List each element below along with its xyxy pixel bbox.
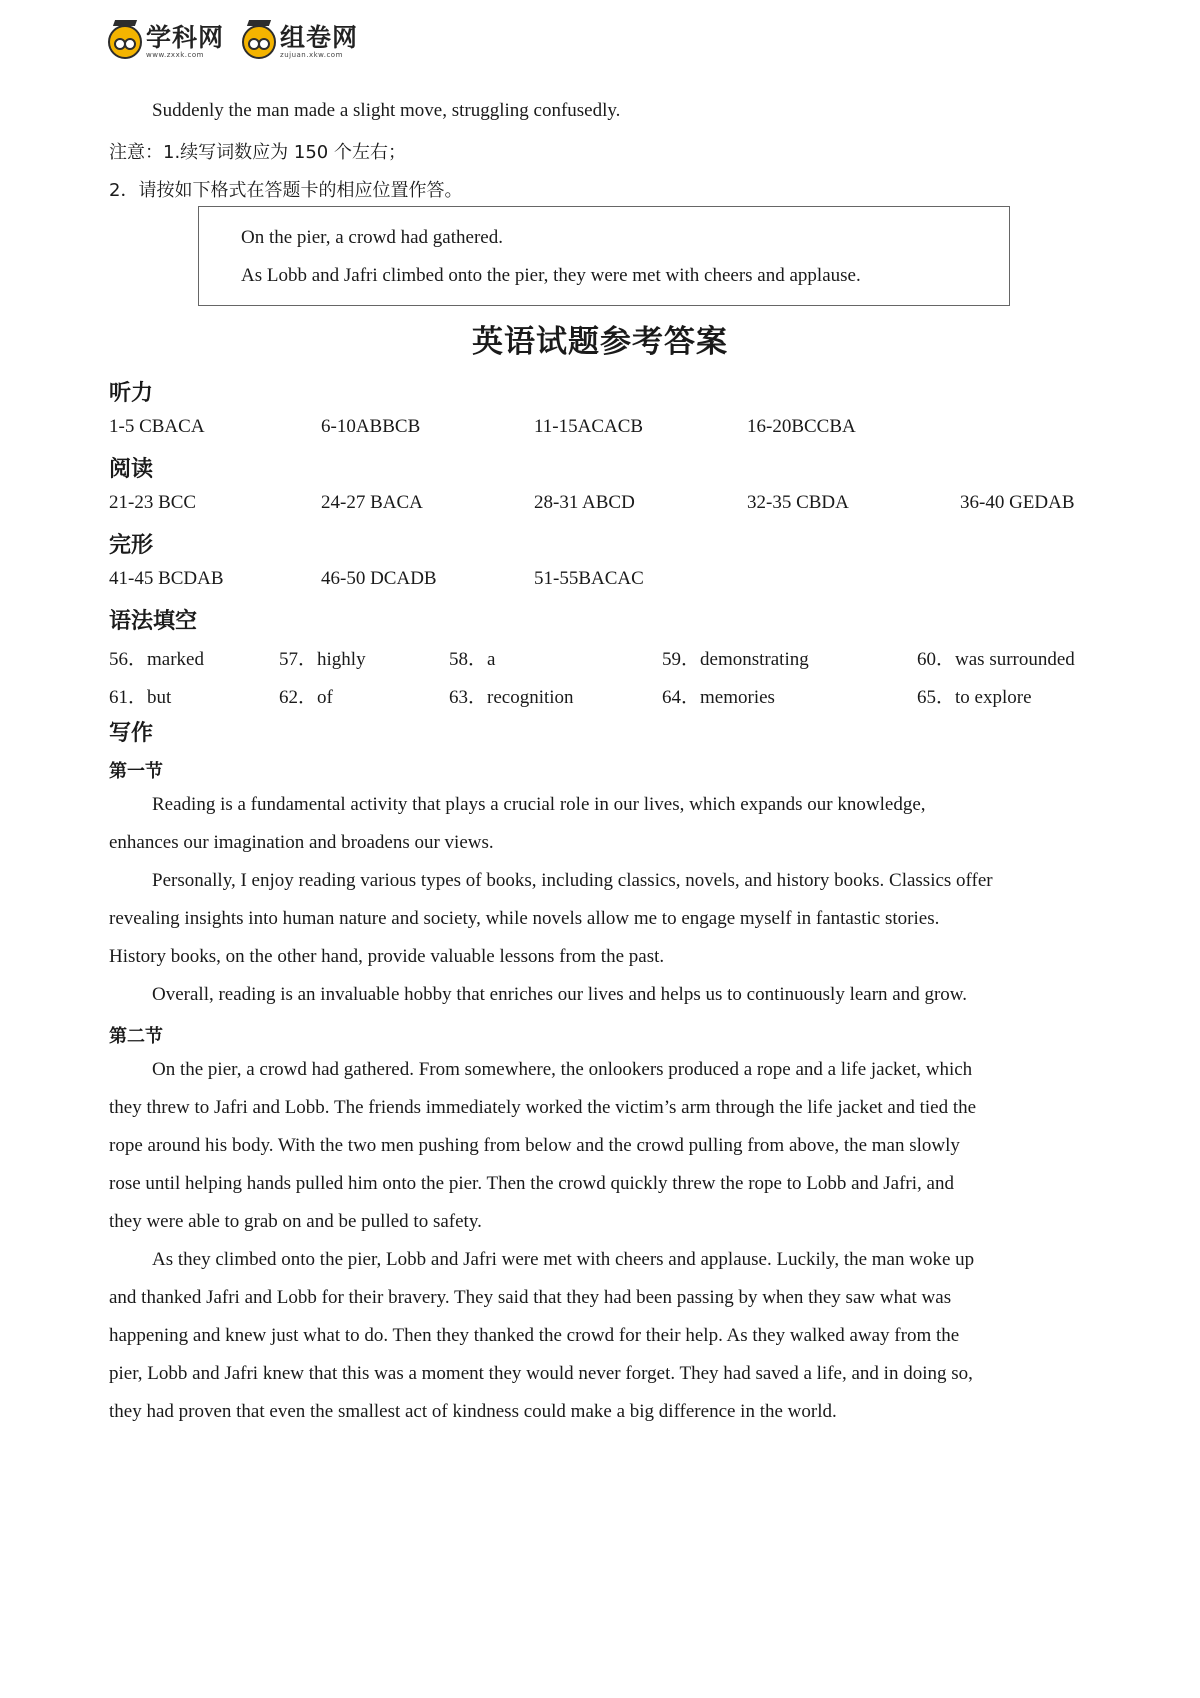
grammar-answer: 59．demonstrating xyxy=(662,649,809,670)
text-line: As they climbed onto the pier, Lobb and Jafri were met with cheers and applause. Luckily, the man woke up xyxy=(152,1249,975,1270)
section-listening-heading: 听力 xyxy=(109,381,154,406)
note-word-count: 注意：1.续写词数应为 150 个左右； xyxy=(109,142,406,163)
text-line: rope around his body. With the two men pushing from below and the crowd pulling from above, the man slowly xyxy=(109,1135,960,1156)
box-line-1: On the pier, a crowd had gathered. xyxy=(241,227,503,248)
listening-answer: 1-5 CBACA xyxy=(109,416,205,437)
section-writing-heading: 写作 xyxy=(109,721,154,746)
text-line: they were able to grab on and be pulled to safety. xyxy=(109,1211,482,1232)
intro-sentence: Suddenly the man made a slight move, struggling confusedly. xyxy=(152,100,621,121)
text-line: Overall, reading is an invaluable hobby that enriches our lives and helps us to continuously learn and grow. xyxy=(152,984,968,1005)
cloze-answer: 51-55BACAC xyxy=(534,568,644,589)
section-cloze-heading: 完形 xyxy=(109,533,154,558)
writing-part2-heading: 第二节 xyxy=(109,1026,163,1047)
grammar-answer: 56．marked xyxy=(109,649,204,670)
grammar-answer: 64．memories xyxy=(662,687,775,708)
grammar-answer: 63．recognition xyxy=(449,687,574,708)
grammar-answer: 62．of xyxy=(279,687,333,708)
text-line: History books, on the other hand, provide valuable lessons from the past. xyxy=(109,946,665,967)
box-line-2: As Lobb and Jafri climbed onto the pier, they were met with cheers and applause. xyxy=(241,265,861,286)
writing-part1-text xyxy=(109,786,1099,1014)
reading-answer: 24-27 BACA xyxy=(321,492,423,513)
grammar-answer: 65．to explore xyxy=(917,687,1032,708)
header-logos xyxy=(108,20,358,64)
listening-answer: 11-15ACACB xyxy=(534,416,644,437)
cloze-answer: 41-45 BCDAB xyxy=(109,568,224,589)
grammar-answer: 57．highly xyxy=(279,649,366,670)
text-line: they threw to Jafri and Lobb. The friends immediately worked the victim’s arm through the life jacket and tied the xyxy=(109,1097,977,1118)
text-line: Reading is a fundamental activity that plays a crucial role in our lives, which expands our knowledge, xyxy=(152,794,926,815)
reading-answer: 28-31 ABCD xyxy=(534,492,635,513)
text-line: Personally, I enjoy reading various types of books, including classics, novels, and history books. Classics offer xyxy=(152,870,993,891)
writing-part2-text xyxy=(109,1051,1099,1431)
logo-zujuan-url: zujuan.xkw.com xyxy=(280,51,343,59)
text-line: On the pier, a crowd had gathered. From somewhere, the onlookers produced a rope and a life jacket, which xyxy=(152,1059,973,1080)
grammar-answer: 58．a xyxy=(449,649,496,670)
logo-zxxk xyxy=(108,25,224,59)
owl-mascot-icon xyxy=(242,25,276,59)
text-line: they had proven that even the smallest act of kindness could make a big difference in the world. xyxy=(109,1401,837,1422)
logo-zujuan xyxy=(242,25,358,59)
text-line: enhances our imagination and broadens our views. xyxy=(109,832,494,853)
text-line: happening and knew just what to do. Then they thanked the crowd for their help. As they walked away from the xyxy=(109,1325,960,1346)
logo-zujuan-name: 组卷网 xyxy=(280,23,359,52)
text-line: pier, Lobb and Jafri knew that this was a moment they would never forget. They had saved a life, and in doing so, xyxy=(109,1363,973,1384)
grammar-answer: 61．but xyxy=(109,687,172,708)
section-grammar-heading: 语法填空 xyxy=(109,609,198,634)
listening-answer: 6-10ABBCB xyxy=(321,416,421,437)
listening-answer: 16-20BCCBA xyxy=(747,416,856,437)
note-format: 2．请按如下格式在答题卡的相应位置作答。 xyxy=(109,180,463,201)
reading-answer: 32-35 CBDA xyxy=(747,492,849,513)
section-reading-heading: 阅读 xyxy=(109,457,154,482)
logo-zxxk-name: 学科网 xyxy=(146,23,225,52)
text-line: rose until helping hands pulled him onto the pier. Then the crowd quickly threw the rope to Lobb and Jafri, and xyxy=(109,1173,954,1194)
grammar-answer: 60．was surrounded xyxy=(917,649,1075,670)
cloze-answer: 46-50 DCADB xyxy=(321,568,437,589)
reading-answer: 21-23 BCC xyxy=(109,492,197,513)
text-line: revealing insights into human nature and society, while novels allow me to engage myself in fantastic stories. xyxy=(109,908,940,929)
owl-mascot-icon xyxy=(108,25,142,59)
logo-zxxk-url: www.zxxk.com xyxy=(146,51,204,59)
text-line: and thanked Jafri and Lobb for their bravery. They said that they had been passing by when they saw what was xyxy=(109,1287,952,1308)
reading-answer: 36-40 GEDAB xyxy=(960,492,1075,513)
answer-format-box xyxy=(198,206,1010,306)
writing-part1-heading: 第一节 xyxy=(109,761,163,782)
page-title: 英语试题参考答案 xyxy=(472,324,728,360)
